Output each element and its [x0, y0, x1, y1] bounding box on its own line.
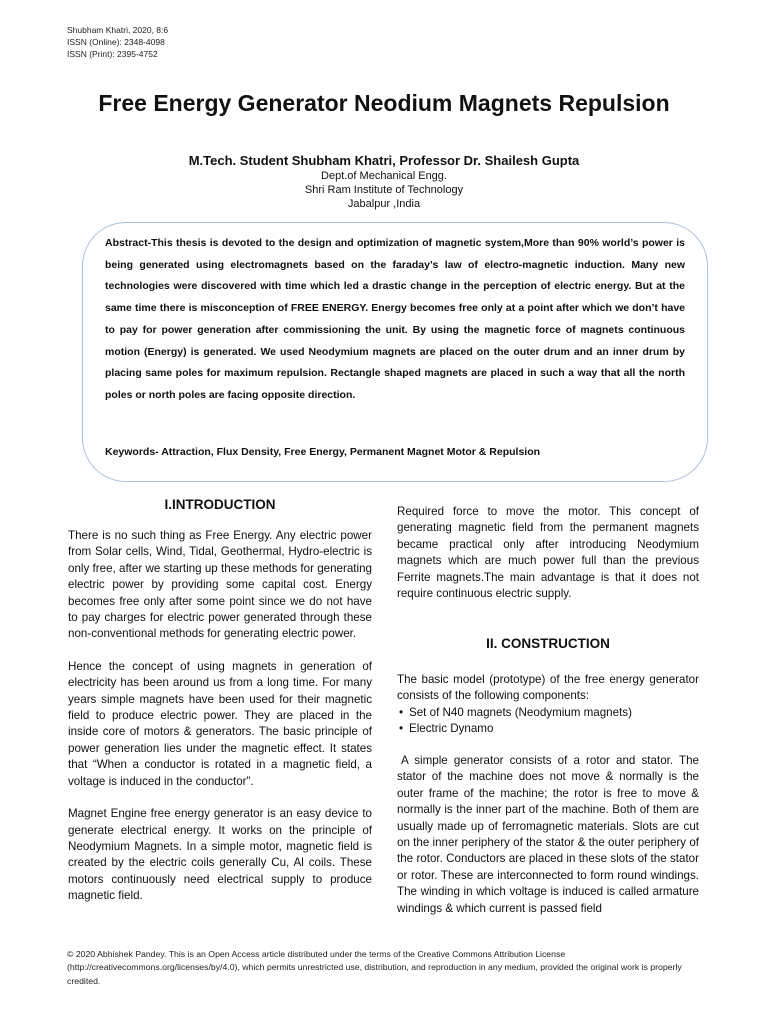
component-label: Electric Dynamo	[409, 722, 494, 736]
intro-paragraph-1: There is no such thing as Free Energy. Any electric power from Solar cells, Wind, Tidal, Geothermal, Hydro-electric is only free, after we starting up these methods for generating electric power by providing some capital cost. Energy becomes free only after some point since we do not have to pay charges for electric power generated through these non-conventional methods for generating electric power.	[68, 529, 372, 641]
intro-paragraph-2: Hence the concept of using magnets in generation of electricity has been around us from a long time. For many years simple magnets have been used for their magnetic field to produce electric power. They are placed in the inside core of motors & generators. The basic principle of power generation lies under the magnetic effect. It states that “When a conductor is rotated in a magnetic field, a voltage is induced in the conductor”.	[68, 659, 372, 788]
introduction-heading: I.INTRODUCTION	[164, 497, 276, 512]
intro-paragraph-3: Magnet Engine free energy generator is an easy device to generate electrical energy. It works on the principle of Neodymium Magnets. In a simple motor, magnetic field is created by the electric coils generally Cu, Al coils. These motors continuously need electrical supply to produce magnetic field.	[68, 807, 372, 903]
construction-paragraph-block	[397, 753, 699, 917]
keywords: Keywords- Attraction, Flux Density, Free Energy, Permanent Magnet Motor & Repulsion	[105, 446, 541, 458]
bullet-icon: •	[399, 722, 404, 736]
left-column	[68, 528, 372, 921]
paper-title: Free Energy Generator Neodium Magnets Repulsion	[98, 90, 670, 116]
components-list	[397, 705, 699, 738]
issn-print: ISSN (Print): 2395-4752	[67, 49, 158, 59]
journal-meta	[67, 24, 168, 60]
right-column-top	[397, 504, 699, 618]
affiliation-dept: Dept.of Mechanical Engg.	[321, 170, 447, 182]
component-item	[397, 721, 699, 737]
component-item	[397, 705, 699, 721]
construction-intro-block	[397, 672, 699, 738]
abstract-text: Abstract-This thesis is devoted to the design and optimization of magnetic system,More than 90% world’s power is being generated using electromagnets based on the faraday’s law of electro-magnetic induction. Many new technologies were discovered with time which led a drastic change in the perception of electric energy. But at the same time there is misconception of FREE ENERGY. Energy becomes free only at a point after which we don’t have to pay for power generation after commissioning the unit. By using the magnetic force of magnets continuous motion (Energy) is generated. We used Neodymium magnets are placed on the outer drum and an inner drum by placing same poles for maximum repulsion. Rectangle shaped magnets are placed in such a way that all the north poles or north poles are facing opposite direction.	[105, 237, 685, 401]
construction-paragraph: A simple generator consists of a rotor and stator. The stator of the machine does not move & normally is the outer frame of the machine; the rotor is free to move & normally is the inner part of the machine. Both of them are usually made up of ferromagnetic materials. Slots are cut on the inner periphery of the stator & the outer periphery of the rotor. Conductors are placed in these slots of the stator or rotor. These are interconnected to form round windings. The winding in which voltage is induced is called armature windings & which current is passed field	[397, 754, 699, 915]
bullet-icon: •	[399, 705, 404, 719]
affiliation-city: Jabalpur ,India	[347, 198, 421, 210]
component-label: Set of N40 magnets (Neodymium magnets)	[409, 705, 632, 719]
intro-continuation: Required force to move the motor. This concept of generating magnetic field from the permanent magnets became practical only after introducing Neodymium magnets which are much power full than the previous Ferrite magnets.The main advantage is that it does not require continuous electric supply.	[397, 505, 699, 601]
citation-line: Shubham Khatri, 2020, 8:6	[67, 25, 169, 35]
license-footer: © 2020 Abhishek Pandey. This is an Open Access article distributed under the terms of the Creative Commons Attribution License (http://creativecommons.org/licenses/by/4.0), which permits unrestricted use, distribution, and reproduction in any medium, provided the original work is properly credited.	[67, 949, 682, 986]
authors: M.Tech. Student Shubham Khatri, Professor Dr. Shailesh Gupta	[188, 153, 580, 168]
construction-heading: II. CONSTRUCTION	[486, 636, 610, 651]
issn-online: ISSN (Online): 2348-4098	[67, 37, 165, 47]
affiliation	[100, 169, 668, 211]
affiliation-institute: Shri Ram Institute of Technology	[304, 184, 464, 196]
construction-intro: The basic model (prototype) of the free energy generator consists of the following components:	[397, 673, 699, 703]
